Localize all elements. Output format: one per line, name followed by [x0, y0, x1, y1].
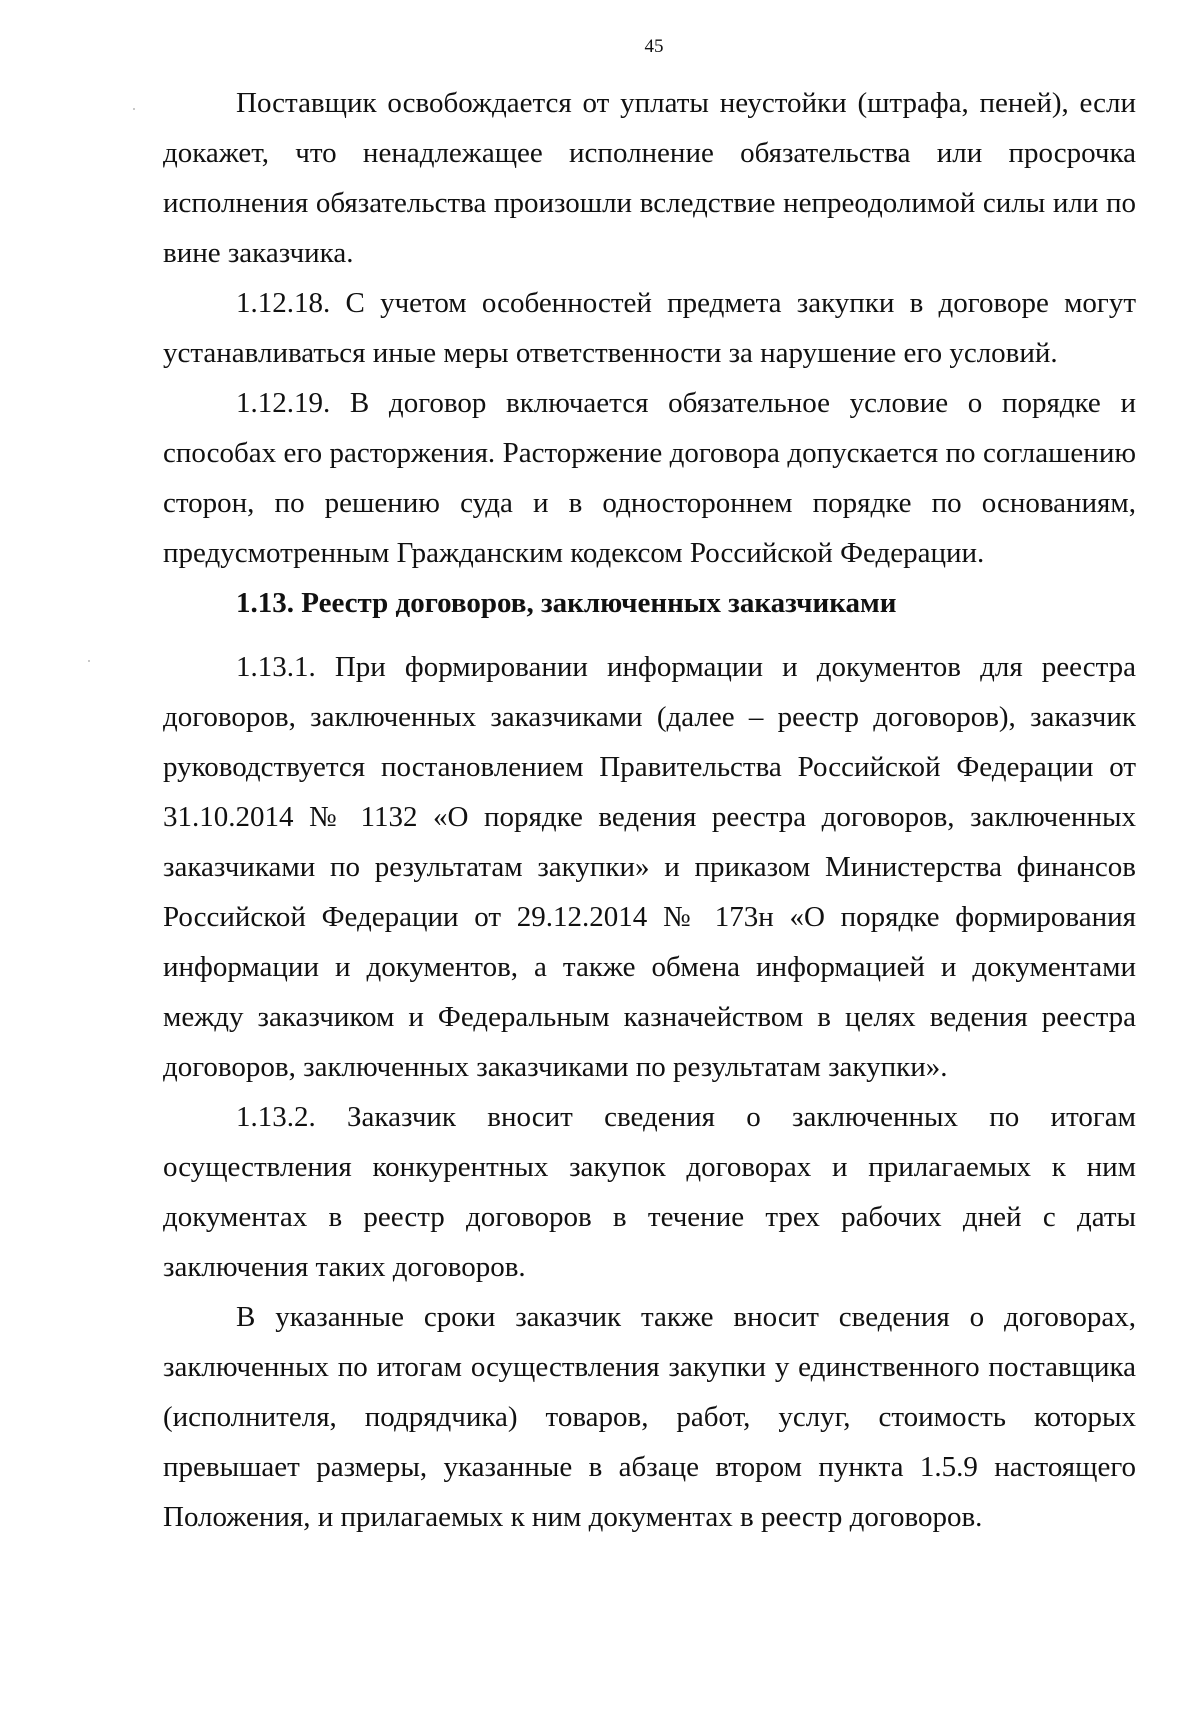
paragraph-supplier-exemption: Поставщик освобождается от уплаты неустойки (штрафа, пеней), если докажет, что ненадлежащее исполнение обязательства или просрочка исполнения обязательства произошли вследствие непреодолимой силы или по вине заказчика.	[163, 87, 1136, 269]
paragraph-1-12-18: 1.12.18. С учетом особенностей предмета закупки в договоре могут устанавливаться иные меры ответственности за нарушение его условий.	[163, 287, 1136, 369]
section-heading-1-13: 1.13. Реестр договоров, заключенных заказчиками	[236, 587, 897, 619]
paragraph-sole-supplier-contracts: В указанные сроки заказчик также вносит сведения о договорах, заключенных по итогам осуществления закупки у единственного поставщика (исполнителя, подрядчика) товаров, работ, услуг, стоимость которых превышает размеры, указанные в абзаце втором пункта 1.5.9 настоящего Положения, и прилагаемых к ним документах в реестр договоров.	[163, 1301, 1136, 1533]
paragraph-1-13-2: 1.13.2. Заказчик вносит сведения о заключенных по итогам осуществления конкурентных закупок договорах и прилагаемых к ним документах в реестр договоров в течение трех рабочих дней с даты заключения таких договоров.	[163, 1101, 1136, 1283]
document-body	[163, 78, 1136, 1542]
paragraph-1-12-19: 1.12.19. В договор включается обязательное условие о порядке и способах его расторжения. Расторжение договора допускается по соглашению сторон, по решению суда и в одностороннем порядке по основаниям, предусмотренным Гражданским кодексом Российской Федерации.	[163, 387, 1136, 569]
page-number: 45	[644, 36, 664, 57]
paragraph-1-13-1: 1.13.1. При формировании информации и документов для реестра договоров, заключенных заказчиками (далее – реестр договоров), заказчик руководствуется постановлением Правительства Российской Федерации от 31.10.2014 № 1132 «О порядке ведения реестра договоров, заключенных заказчиками по результатам закупки» и приказом Министерства финансов Российской Федерации от 29.12.2014 № 173н «О порядке формирования информации и документов, а также обмена информацией и документами между заказчиком и Федеральным казначейством в целях ведения реестра договоров, заключенных заказчиками по результатам закупки».	[163, 651, 1136, 1083]
scan-artifact-mark	[88, 660, 90, 662]
scan-artifact-mark	[133, 108, 135, 110]
